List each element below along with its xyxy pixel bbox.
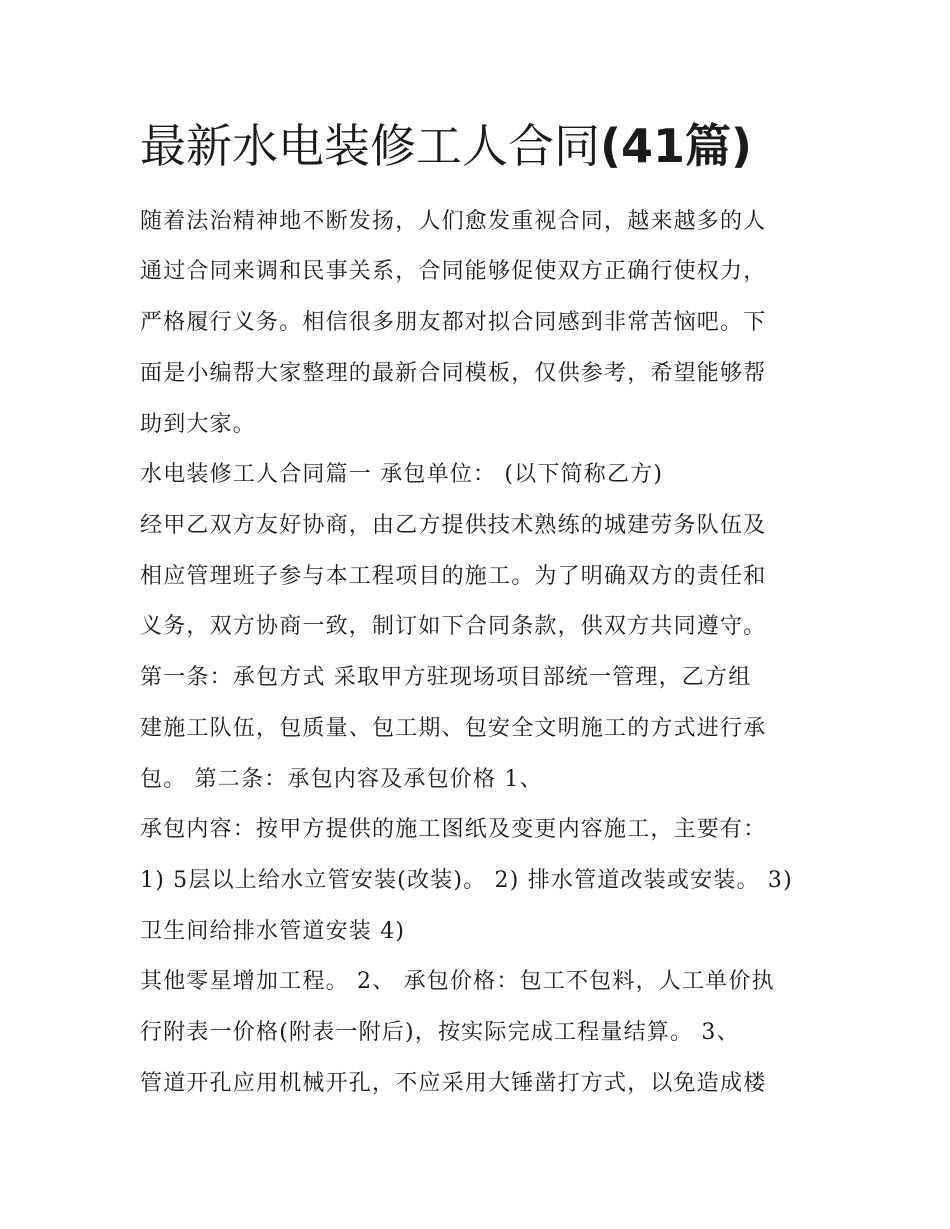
document-title — [140, 116, 752, 176]
body-line: 行附表一价格(附表一附后)，按实际完成工程量结算。 3、 — [140, 1020, 740, 1045]
body-line: 助到大家。 — [140, 412, 257, 437]
body-line: 水电装修工人合同篇一 承包单位： (以下简称乙方) — [140, 462, 664, 487]
body-line: 包。 第二条：承包内容及承包价格 1、 — [140, 767, 543, 792]
body-line: 承包内容：按甲方提供的施工图纸及变更内容施工，主要有： — [140, 817, 767, 842]
body-line: 面是小编帮大家整理的最新合同模板，仅供参考，希望能够帮 — [140, 361, 767, 386]
body-line: 经甲乙双方友好协商，由乙方提供技术熟练的城建劳务队伍及 — [140, 513, 767, 538]
body-line: 卫生间给排水管道安装 4) — [140, 919, 406, 944]
body-line: 通过合同来调和民事关系，合同能够促使双方正确行使权力， — [140, 259, 767, 284]
body-line: 严格履行义务。相信很多朋友都对拟合同感到非常苦恼吧。下 — [140, 310, 767, 335]
body-line: 义务，双方协商一致，制订如下合同条款，供双方共同遵守。 — [140, 614, 767, 639]
body-line: 管道开孔应用机械开孔，不应采用大锤凿打方式，以免造成楼 — [140, 1071, 767, 1096]
title-suffix: (41篇) — [600, 119, 753, 173]
body-line: 相应管理班子参与本工程项目的施工。为了明确双方的责任和 — [140, 564, 767, 589]
body-line: 第一条：承包方式 采取甲方驻现场项目部统一管理，乙方组 — [140, 665, 752, 690]
body-line: 随着法治精神地不断发扬，人们愈发重视合同，越来越多的人 — [140, 209, 767, 234]
title-text: 最新水电装修工人合同 — [140, 119, 600, 173]
body-line: 1) 5层以上给水立管安装(改装)。 2) 排水管道改装或安装。 3) — [140, 868, 793, 893]
body-line: 建施工队伍，包质量、包工期、包安全文明施工的方式进行承 — [140, 716, 767, 741]
body-line: 其他零星增加工程。 2、 承包价格：包工不包料，人工单价执 — [140, 969, 775, 994]
